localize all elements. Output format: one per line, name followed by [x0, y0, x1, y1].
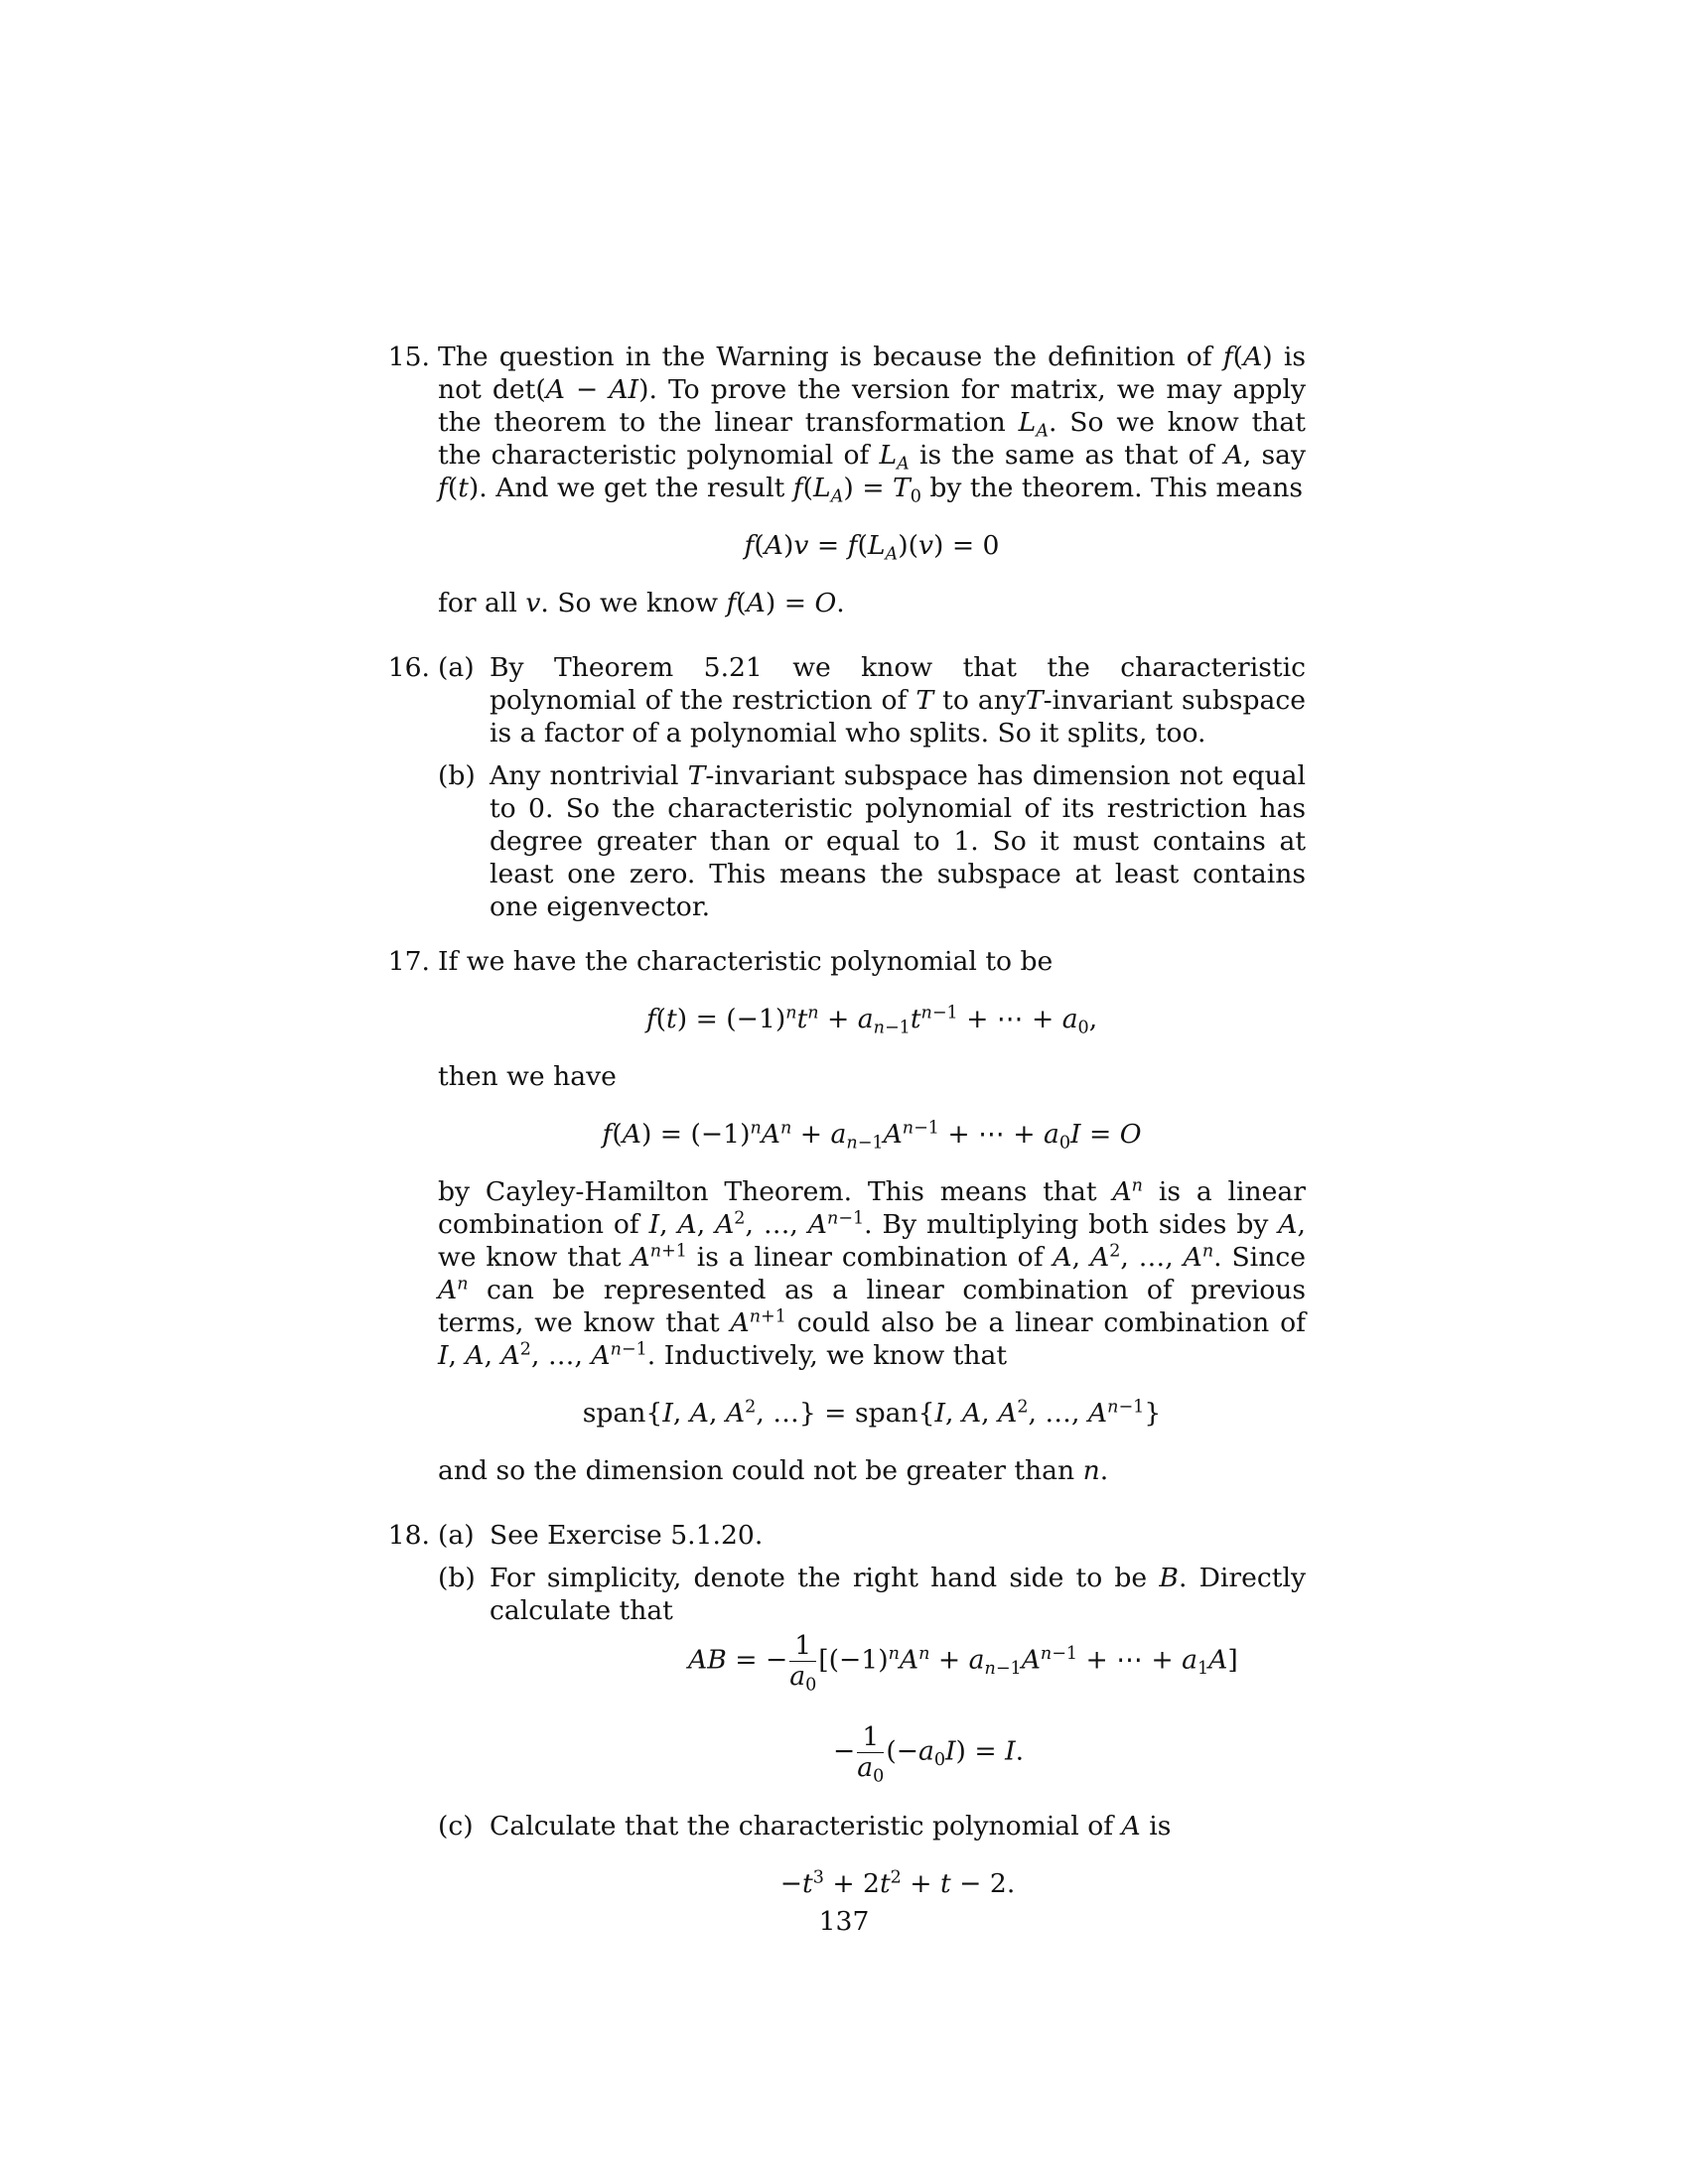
- equation-span: span{I, A, $A^2$, …} = span{I, A, $A^2$, …, $A^{n-1}$}: [582, 1397, 1162, 1429]
- part-label: (b): [438, 1563, 476, 1593]
- exercise-17-intro: If we have the characteristic polynomial to be: [438, 946, 1054, 977]
- equation-ab-product: AB = − $\frac{1}{a_0}$ [$(-1)^nA^n + a_{n-1}A^{n-1}$ + ⋯ + $a_1A$] − $\frac{1}{a_0}$ $(-a_0I) = I$.: [688, 1630, 1238, 1787]
- part-label: (b): [438, 760, 476, 791]
- exercise-17-final: and so the dimension could not be greater than n.: [438, 1455, 1109, 1486]
- exercise-15: [382, 341, 1306, 619]
- exercise-16: [382, 651, 1306, 923]
- page-number: 137: [818, 1906, 870, 1937]
- part-label: (a): [438, 1520, 475, 1551]
- exercise-number: 15.: [387, 341, 430, 372]
- exercise-16-part-b: (b) Any nontrivial T-invariant subspace has dimension not equal to 0. So the characteristic polynomial of its restriction has degree greater than or equal to 1. So it must contains at least one zero. This means the subspace at least contains one eigenvector.: [438, 760, 1306, 922]
- equation-cayley-hamilton: $f(A) = (-1)^nA^n + a_{n-1}A^{n-1}$ + ⋯ + $a_0I = O$: [602, 1118, 1142, 1154]
- exercise-15-paragraph-2: for all v. So we know f(A) = O.: [438, 588, 845, 618]
- exercise-18: [382, 1519, 1306, 1900]
- part-label: (a): [438, 652, 475, 683]
- exercise-15-paragraph-1: The question in the Warning is because the definition of f(A) is not det(A − AI). To prove the version for matrix, we may apply the theorem to the linear transformation $L_A$. So we know that the characteristic polynomial of $L_A$ is the same as that of A, say f(t). And we get the result $f(L_A) = T_0$ by the theorem. This means: [438, 341, 1306, 507]
- equation-polynomial-result: $-t^3 + 2t^2 + t - 2$.: [779, 1867, 1016, 1899]
- exercise-number: 18.: [387, 1520, 430, 1551]
- exercise-17-then: then we have: [438, 1061, 617, 1092]
- exercise-16-part-a: (a) By Theorem 5.21 we know that the characteristic polynomial of the restriction of T to anyT-invariant subspace is a factor of a polynomial who splits. So it splits, too.: [438, 652, 1306, 749]
- equation-f-of-a-v: $f(A)v = f(L_A)(v) = 0$: [744, 530, 1000, 565]
- page-content: [382, 341, 1306, 1925]
- exercise-18-part-a: (a) See Exercise 5.1.20.: [438, 1520, 764, 1551]
- exercise-number: 16.: [387, 652, 430, 683]
- equation-characteristic-polynomial: $f(t) = (-1)^nt^n + a_{n-1}t^{n-1}$ + ⋯ + $a_0$,: [645, 1003, 1098, 1038]
- exercise-number: 17.: [387, 946, 430, 977]
- exercise-17-paragraph: by Cayley-Hamilton Theorem. This means that $A^n$ is a linear combination of I, A, $A^2$, …, $A^{n-1}$. By multiplying both sides by A, we know that $A^{n+1}$ is a linear combination of A, $A^2$, …, $A^n$. Since $A^n$ can be represented as a linear combination of previous terms, we know that $A^{n+1}$ could also be a linear combination of I, A, $A^2$, …, $A^{n-1}$. Inductively, we know that: [438, 1175, 1306, 1371]
- exercise-18-part-b: (b) For simplicity, denote the right hand side to be B. Directly calculate that AB = − $\frac{1}{a_0}$ [$(-1)^nA^n + a_{n-1}A^{n-1}$ + ⋯ + $a_1A$] − $\frac{1}{a_0}$ $(-a_0I) = I$.: [438, 1562, 1306, 1800]
- exercise-17: [382, 945, 1306, 1487]
- exercise-18-part-c: (c) Calculate that the characteristic polynomial of A is $-t^3 + 2t^2 + t - 2$.: [438, 1810, 1306, 1900]
- part-label: (c): [438, 1811, 474, 1842]
